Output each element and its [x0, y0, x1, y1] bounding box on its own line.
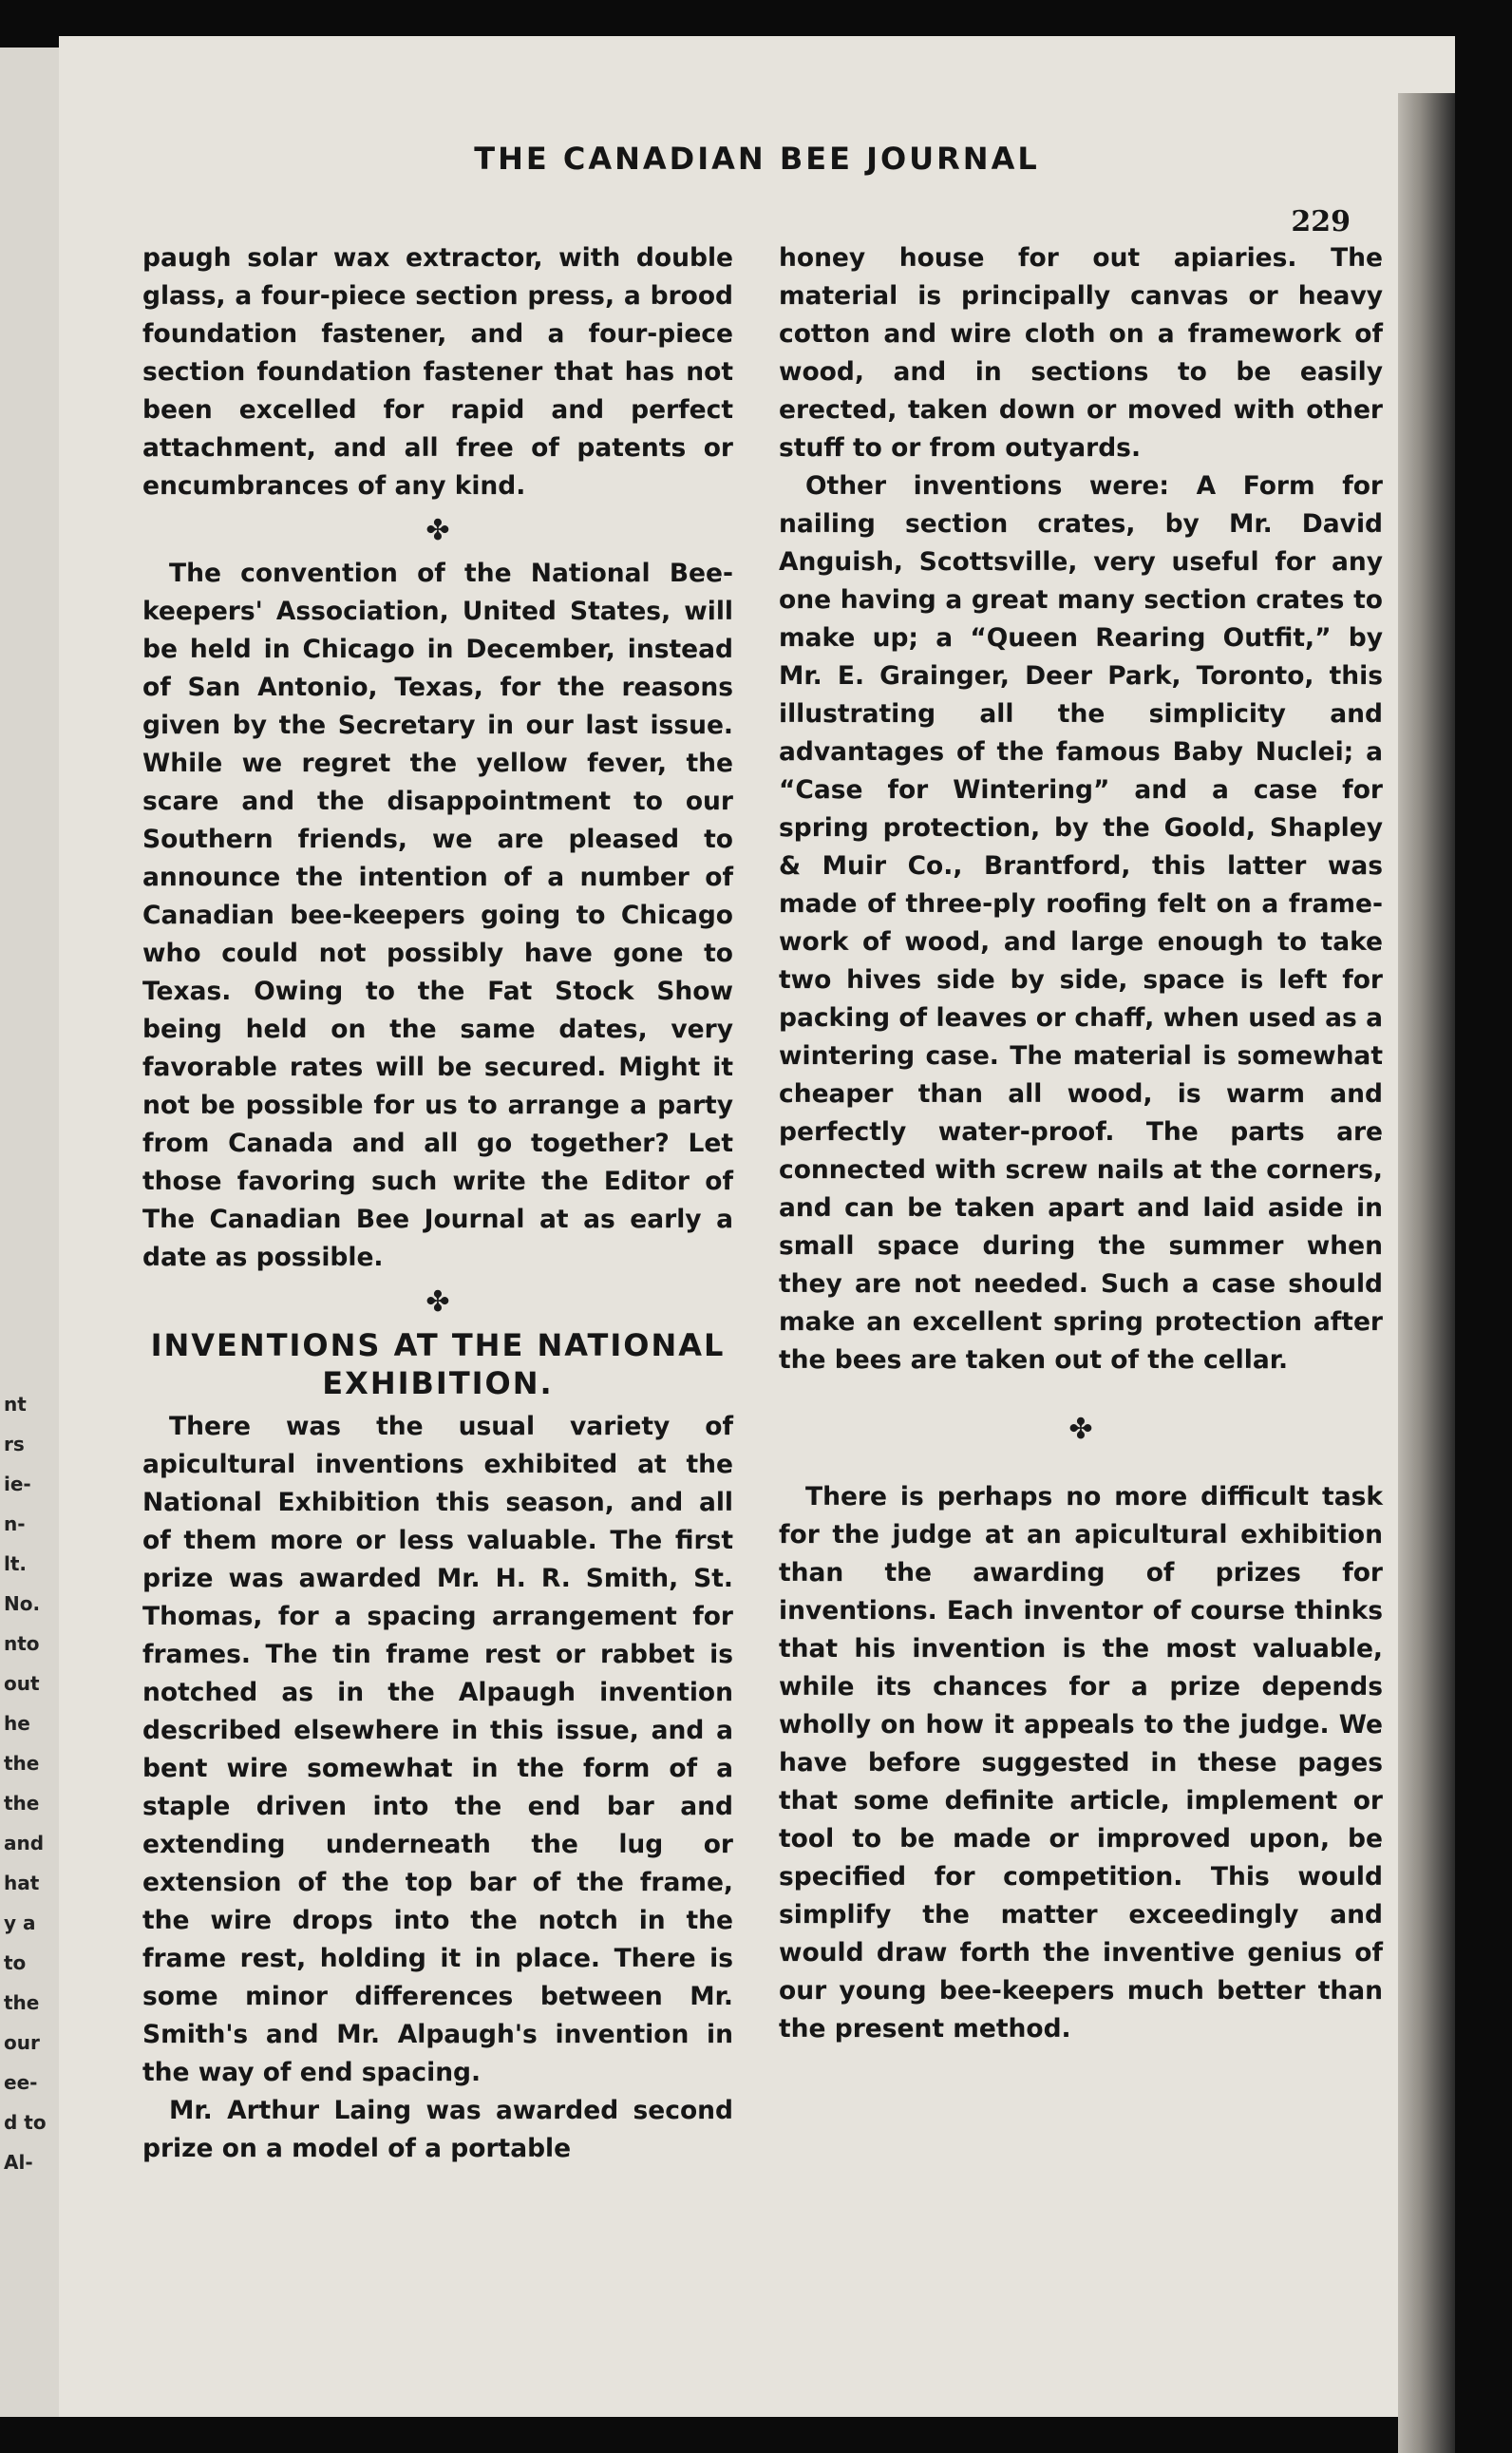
right-column	[779, 239, 1383, 2048]
facing-page-fragment: y a	[4, 1911, 36, 1934]
facing-page-fragment: the	[4, 1792, 40, 1815]
facing-page-fragment: rs	[4, 1433, 25, 1455]
paragraph: honey house for out apiaries. The material is principally canvas or heavy cotton and wire cloth on a framework of wood, and in sections to be easily erected, taken down or moved with other stuff to or from outyards.	[779, 243, 1383, 463]
facing-page-fragment: and	[4, 1832, 45, 1854]
facing-page-fragment: the	[4, 1752, 40, 1775]
paragraph: paugh solar wax extractor, with double glass, a four-piece section press, a brood foundation fastener, and a four-piece section foundation fastener that has not been excelled for rapid and perfect attachment, and all free of patents or encumbrances of any kind.	[142, 243, 733, 501]
ornament-divider: ✤	[425, 514, 450, 547]
paragraph: There was the usual variety of apicultural inventions exhibited at the National Exhibition this season, and all of them more or less valuable. The first prize was awarded Mr. H. R. Smith, St. Thomas, for a spacing arrangement for frames. The tin frame rest or rabbet is notched as in the Alpaugh invention described elsewhere in this issue, and a bent wire somewhat in the form of a staple driven into the end bar and extending underneath the lug or extension of the top bar of the frame, the wire drops into the notch in the frame rest, holding it in place. There is some minor differences between Mr. Smith's and Mr. Alpaugh's invention in the way of end spacing.	[142, 1412, 733, 2087]
paragraph: Other inventions were: A Form for nailing section crates, by Mr. David Anguish, Scottsville, very useful for any one having a great many section crates to make up; a “Queen Rearing Outfit,” by Mr. E. Grainger, Deer Park, Toronto, this illustrating all the simplicity and advantages of the famous Baby Nuclei; a “Case for Wintering” and a case for spring protection, by the Goold, Shapley & Muir Co., Brantford, this latter was made of three-ply roofing felt on a frame-work of wood, and large enough to take two hives side by side, space is left for packing of leaves or chaff, when used as a wintering case. The material is somewhat cheaper than all wood, is warm and perfectly water-proof. The parts are connected with screw nails at the corners, and can be taken apart and laid aside in small space during the summer when they are not needed. Such a case should make an excellent spring protection after the bees are taken out of the cellar.	[779, 471, 1383, 1375]
paragraph: The convention of the National Bee-keepers' Association, United States, will be held in Chicago in December, instead of San Antonio, Texas, for the reasons given by the Secretary in our last issue. While we regret the yellow fever, the scare and the disappointment to our Southern friends, we are pleased to announce the intention of a number of Canadian bee-keepers going to Chicago who could not possibly have gone to Texas. Owing to the Fat Stock Show being held on the same dates, very favorable rates will be secured. Might it not be possible for us to arrange a party from Canada and all go together? Let those favoring such write the Editor of The Canadian Bee Journal at as early a date as possible.	[142, 559, 733, 1272]
paragraph: Mr. Arthur Laing was awarded second prize on a model of a portable	[142, 2096, 733, 2163]
left-column	[142, 239, 733, 2168]
section-heading	[142, 1326, 733, 1402]
facing-page-fragment: d to	[4, 2111, 47, 2134]
facing-page-fragment: hat	[4, 1872, 40, 1894]
section-heading-line: INVENTIONS AT THE NATIONAL	[150, 1327, 726, 1363]
facing-page-fragment: Al-	[4, 2151, 33, 2174]
journal-page	[59, 36, 1455, 2417]
facing-page-edge	[0, 48, 59, 2417]
facing-page-fragment: ee-	[4, 2071, 38, 2094]
paragraph: There is perhaps no more difficult task for the judge at an apicultural exhibition than the awarding of prizes for inventions. Each inventor of course thinks that his invention is the most valuable, while its chances for a prize depends wholly on how it appeals to the judge. We have before suggested in these pages that some definite article, implement or tool to be made or improved upon, be specified for competition. This would simplify the matter exceedingly and would draw forth the inventive genius of our young bee-keepers much better than the present method.	[779, 1482, 1383, 2044]
facing-page-fragment: ie-	[4, 1473, 31, 1495]
ornament-divider: ✤	[1068, 1413, 1093, 1446]
ornament-divider: ✤	[425, 1285, 450, 1319]
facing-page-fragment: No.	[4, 1592, 41, 1615]
page-stack-edge	[1398, 93, 1455, 2453]
facing-page-fragment: n-	[4, 1512, 26, 1535]
facing-page-fragment: nt	[4, 1393, 27, 1416]
facing-page-fragment: lt.	[4, 1552, 28, 1575]
facing-page-fragment: our	[4, 2031, 40, 2054]
running-head: THE CANADIAN BEE JOURNAL	[474, 141, 1040, 177]
section-heading-line: EXHIBITION.	[322, 1365, 554, 1401]
facing-page-fragment: nto	[4, 1632, 40, 1655]
facing-page-fragment: out	[4, 1672, 40, 1695]
facing-page-fragment: to	[4, 1951, 27, 1974]
facing-page-fragment: he	[4, 1712, 30, 1735]
facing-page-fragment: the	[4, 1991, 40, 2014]
page-number: 229	[1291, 205, 1351, 238]
